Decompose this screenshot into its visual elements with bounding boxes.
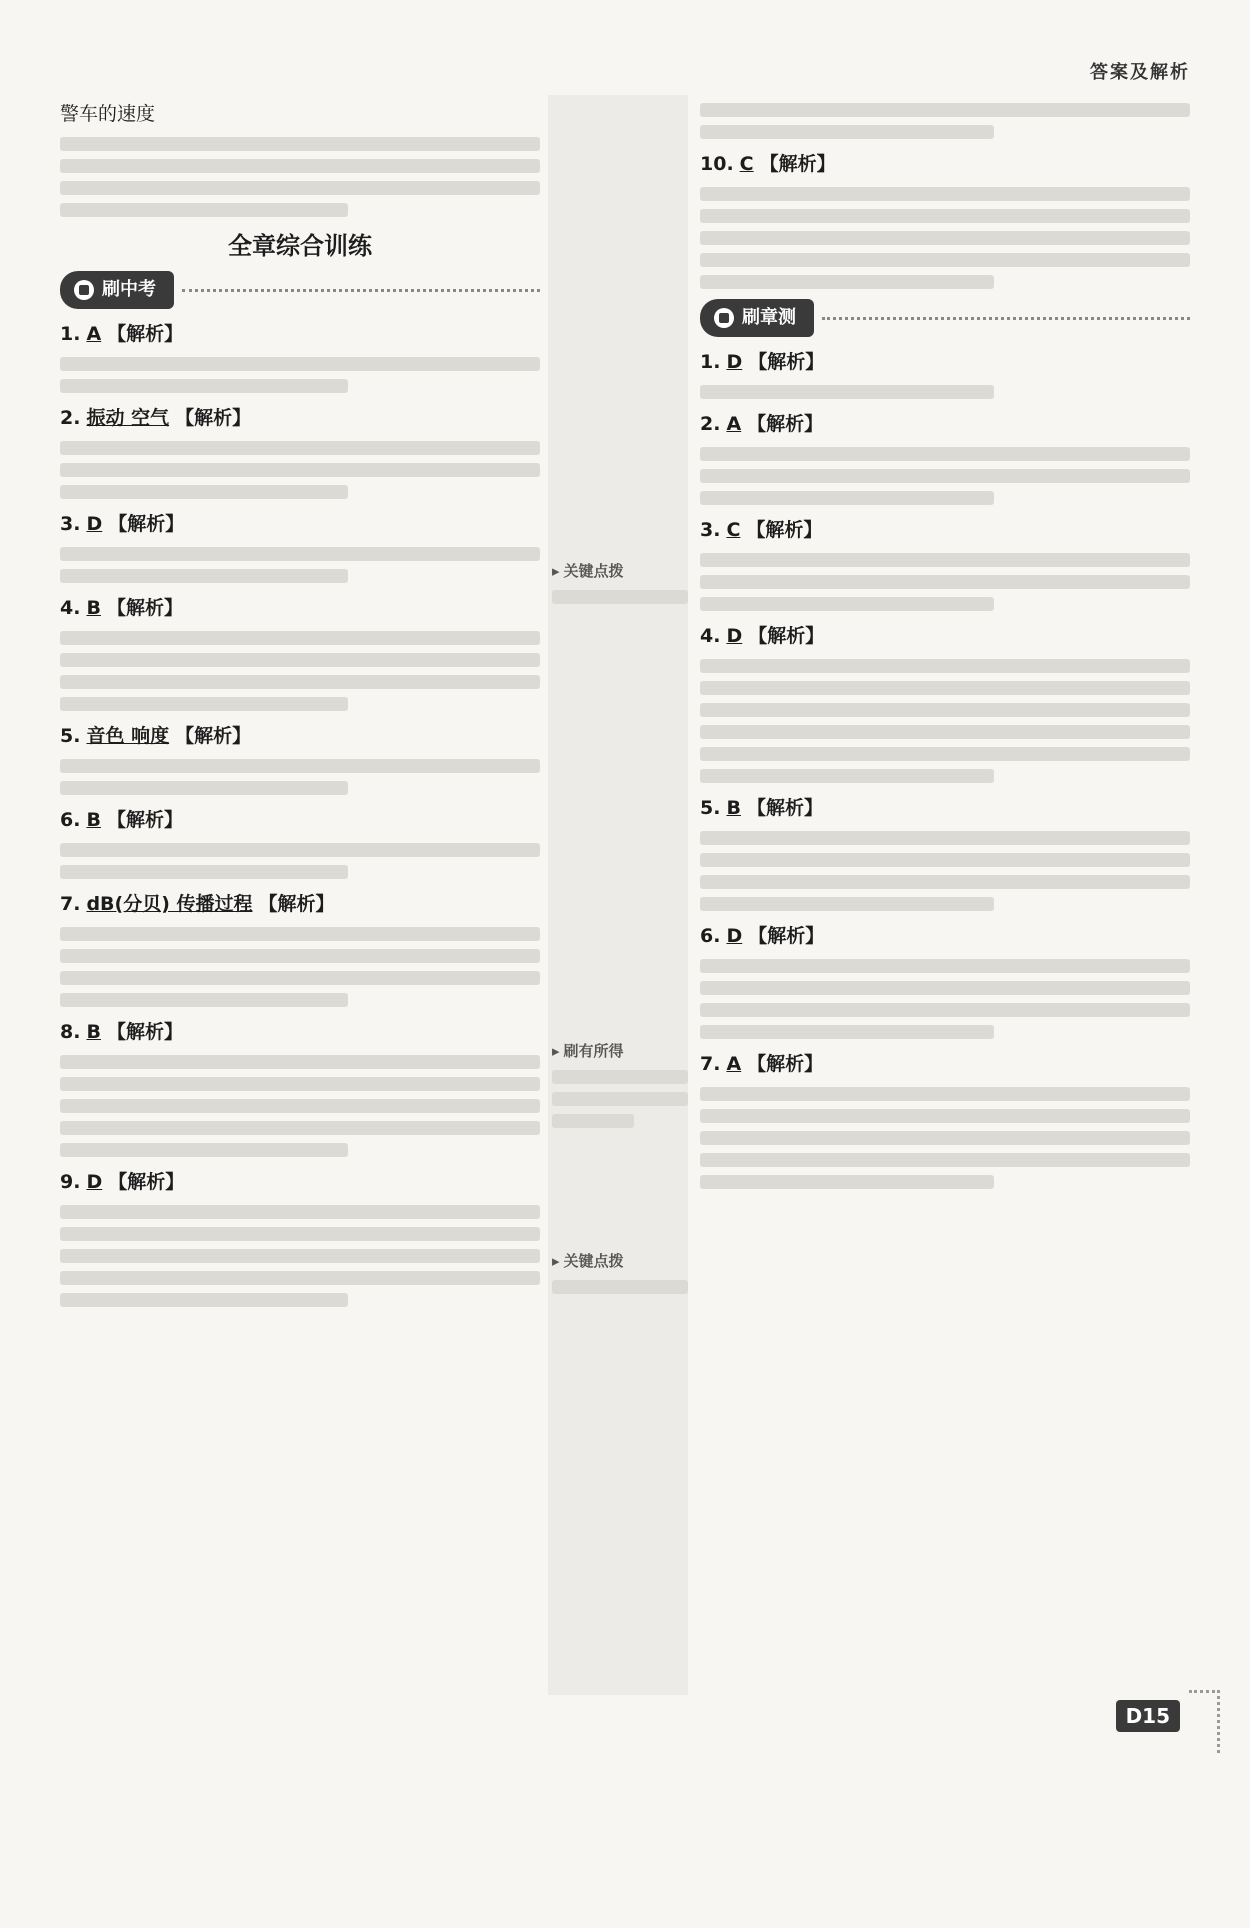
question-item bbox=[60, 805, 540, 879]
analysis-label: 【解析】 bbox=[746, 797, 823, 819]
analysis-label: 【解析】 bbox=[759, 153, 836, 175]
analysis-label: 【解析】 bbox=[106, 597, 183, 619]
question-answer: D bbox=[726, 351, 743, 373]
unreadable-text bbox=[60, 1271, 540, 1285]
analysis-label: 【解析】 bbox=[748, 625, 825, 647]
analysis-label: 【解析】 bbox=[747, 413, 824, 435]
unreadable-text bbox=[60, 927, 540, 941]
unreadable-text bbox=[700, 1003, 1190, 1017]
question-item bbox=[700, 1049, 1190, 1189]
unreadable-text bbox=[700, 853, 1190, 867]
chapter-test-list bbox=[700, 347, 1190, 1189]
question-item bbox=[60, 889, 540, 1007]
question-answer: C bbox=[739, 153, 754, 175]
unreadable-text bbox=[700, 597, 994, 611]
analysis-label: 【解析】 bbox=[746, 519, 823, 541]
unreadable-text bbox=[700, 1131, 1190, 1145]
question-number: 2. bbox=[60, 407, 81, 429]
unreadable-text bbox=[552, 1092, 688, 1106]
side-note-key-point-label: ▸ 关键点拨 bbox=[552, 560, 688, 582]
unreadable-text bbox=[700, 875, 1190, 889]
question-item bbox=[700, 515, 1190, 611]
question-item bbox=[60, 403, 540, 499]
unreadable-text bbox=[700, 447, 1190, 461]
question-item bbox=[60, 1017, 540, 1157]
unreadable-text bbox=[60, 441, 540, 455]
question-item bbox=[700, 793, 1190, 911]
unreadable-text bbox=[60, 357, 540, 371]
continued-answer bbox=[700, 103, 1190, 139]
banner-divider bbox=[822, 317, 1190, 320]
question-number: 1. bbox=[700, 351, 721, 373]
question-item bbox=[60, 319, 540, 393]
unreadable-text bbox=[700, 385, 994, 399]
analysis-label: 【解析】 bbox=[748, 351, 825, 373]
unreadable-text bbox=[60, 379, 348, 393]
unreadable-text bbox=[60, 463, 540, 477]
unreadable-text bbox=[700, 831, 1190, 845]
unreadable-text bbox=[60, 759, 540, 773]
question-answer: B bbox=[86, 809, 101, 831]
unreadable-text bbox=[60, 1293, 348, 1307]
question-answer: A bbox=[86, 323, 102, 345]
unreadable-text bbox=[700, 553, 1190, 567]
analysis-label: 【解析】 bbox=[108, 513, 185, 535]
unreadable-text bbox=[552, 590, 688, 604]
left-column bbox=[60, 95, 540, 1317]
analysis-label: 【解析】 bbox=[175, 725, 252, 747]
question-answer: 振动 空气 bbox=[86, 407, 170, 429]
unreadable-text bbox=[60, 569, 348, 583]
question-item bbox=[60, 509, 540, 583]
question-answer: B bbox=[726, 797, 741, 819]
question-answer: D bbox=[86, 1171, 103, 1193]
unreadable-text bbox=[60, 181, 540, 195]
unreadable-text bbox=[60, 1099, 540, 1113]
unreadable-text bbox=[700, 103, 1190, 117]
question-item bbox=[700, 621, 1190, 783]
question-number: 6. bbox=[60, 809, 81, 831]
analysis-label: 【解析】 bbox=[106, 1021, 183, 1043]
page-number: D15 bbox=[1116, 1700, 1180, 1732]
unreadable-text bbox=[700, 1025, 994, 1039]
unreadable-text bbox=[552, 1114, 634, 1128]
question-answer: B bbox=[86, 597, 101, 619]
unreadable-text bbox=[60, 485, 348, 499]
question-answer: D bbox=[86, 513, 103, 535]
banner-divider bbox=[182, 289, 540, 292]
question-item bbox=[60, 593, 540, 711]
question-number: 4. bbox=[60, 597, 81, 619]
unreadable-text bbox=[700, 253, 1190, 267]
unreadable-text bbox=[700, 725, 1190, 739]
question-answer: C bbox=[726, 519, 741, 541]
unreadable-text bbox=[552, 1070, 688, 1084]
unreadable-text bbox=[60, 203, 348, 217]
unreadable-text bbox=[700, 187, 1190, 201]
analysis-label: 【解析】 bbox=[747, 1053, 824, 1075]
analysis-label: 【解析】 bbox=[106, 809, 183, 831]
analysis-label: 【解析】 bbox=[258, 893, 335, 915]
unreadable-text bbox=[700, 491, 994, 505]
question-item bbox=[700, 149, 1190, 289]
question-number: 1. bbox=[60, 323, 81, 345]
unreadable-text bbox=[60, 843, 540, 857]
intro-block bbox=[60, 99, 540, 217]
mid-exam-list bbox=[60, 319, 540, 1307]
unreadable-text bbox=[60, 697, 348, 711]
unreadable-text bbox=[700, 959, 1190, 973]
question-number: 6. bbox=[700, 925, 721, 947]
side-note-key-point-2-label: ▸ 关键点拨 bbox=[552, 1250, 688, 1272]
question-number: 7. bbox=[700, 1053, 721, 1075]
unreadable-text bbox=[60, 1205, 540, 1219]
unreadable-text bbox=[700, 209, 1190, 223]
question-number: 10. bbox=[700, 153, 734, 175]
banner-mid-exam-label: 刷中考 bbox=[102, 279, 156, 300]
banner-chapter-test-label: 刷章测 bbox=[742, 307, 796, 328]
unreadable-text bbox=[60, 949, 540, 963]
question-number: 8. bbox=[60, 1021, 81, 1043]
question-item bbox=[700, 921, 1190, 1039]
question-number: 5. bbox=[60, 725, 81, 747]
analysis-label: 【解析】 bbox=[175, 407, 252, 429]
unreadable-text bbox=[700, 769, 994, 783]
intro-fragment: 警车的速度 bbox=[60, 103, 156, 125]
question-answer: D bbox=[726, 925, 743, 947]
question-number: 4. bbox=[700, 625, 721, 647]
unreadable-text bbox=[60, 1055, 540, 1069]
question-number: 5. bbox=[700, 797, 721, 819]
unreadable-text bbox=[700, 275, 994, 289]
unreadable-text bbox=[700, 1153, 1190, 1167]
unreadable-text bbox=[60, 675, 540, 689]
unreadable-text bbox=[60, 865, 348, 879]
question-answer: 音色 响度 bbox=[86, 725, 170, 747]
side-note-gain-label: ▸ 刷有所得 bbox=[552, 1040, 688, 1062]
side-note-key-point bbox=[552, 560, 688, 612]
unreadable-text bbox=[700, 125, 994, 139]
unreadable-text bbox=[60, 547, 540, 561]
corner-decoration bbox=[1189, 1690, 1220, 1753]
question-number: 9. bbox=[60, 1171, 81, 1193]
question-number: 3. bbox=[700, 519, 721, 541]
unreadable-text bbox=[60, 159, 540, 173]
unreadable-text bbox=[700, 703, 1190, 717]
question-answer: B bbox=[86, 1021, 101, 1043]
unreadable-text bbox=[700, 1109, 1190, 1123]
side-note-key-point-2 bbox=[552, 1250, 688, 1302]
book-icon bbox=[74, 280, 94, 300]
unreadable-text bbox=[700, 897, 994, 911]
unreadable-text bbox=[60, 993, 348, 1007]
book-icon bbox=[714, 308, 734, 328]
question-item bbox=[60, 721, 540, 795]
unreadable-text bbox=[700, 1087, 1190, 1101]
question-answer: D bbox=[726, 625, 743, 647]
question-answer: A bbox=[726, 413, 742, 435]
unreadable-text bbox=[60, 1121, 540, 1135]
unreadable-text bbox=[60, 137, 540, 151]
unreadable-text bbox=[700, 1175, 994, 1189]
unreadable-text bbox=[700, 681, 1190, 695]
unreadable-text bbox=[60, 1077, 540, 1091]
unreadable-text bbox=[60, 631, 540, 645]
unreadable-text bbox=[60, 781, 348, 795]
analysis-label: 【解析】 bbox=[107, 323, 184, 345]
section-title: 全章综合训练 bbox=[228, 232, 372, 260]
unreadable-text bbox=[700, 231, 1190, 245]
question-item bbox=[700, 347, 1190, 399]
question-item bbox=[60, 1167, 540, 1307]
banner-chapter-test bbox=[700, 299, 1190, 337]
question-answer: dB(分贝) 传播过程 bbox=[86, 893, 253, 915]
unreadable-text bbox=[60, 653, 540, 667]
analysis-label: 【解析】 bbox=[748, 925, 825, 947]
analysis-label: 【解析】 bbox=[108, 1171, 185, 1193]
question-number: 3. bbox=[60, 513, 81, 535]
unreadable-text bbox=[60, 1143, 348, 1157]
question-number: 7. bbox=[60, 893, 81, 915]
question-answer: A bbox=[726, 1053, 742, 1075]
unreadable-text bbox=[700, 747, 1190, 761]
unreadable-text bbox=[700, 659, 1190, 673]
page-header: 答案及解析 bbox=[1090, 62, 1190, 83]
unreadable-text bbox=[700, 981, 1190, 995]
side-note-gain bbox=[552, 1040, 688, 1136]
question-number: 2. bbox=[700, 413, 721, 435]
unreadable-text bbox=[700, 575, 1190, 589]
unreadable-text bbox=[552, 1280, 688, 1294]
banner-mid-exam bbox=[60, 271, 540, 309]
unreadable-text bbox=[60, 971, 540, 985]
right-column bbox=[700, 95, 1190, 1199]
unreadable-text bbox=[60, 1227, 540, 1241]
side-note-strip bbox=[548, 95, 688, 1695]
unreadable-text bbox=[60, 1249, 540, 1263]
question-item bbox=[700, 409, 1190, 505]
unreadable-text bbox=[700, 469, 1190, 483]
